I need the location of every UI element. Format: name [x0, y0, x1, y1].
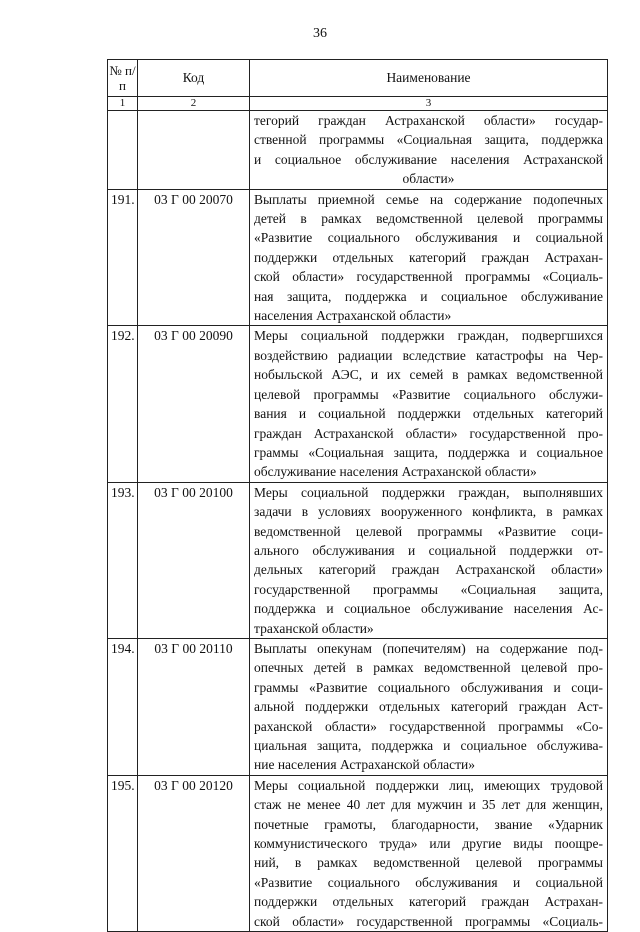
name-line: почетные грамоты, благодарности, звание «Ударник: [254, 816, 603, 832]
name-line: ственной программы «Социальная защита, поддержка: [254, 132, 603, 148]
name-line: граммы «Социальная защита, поддержка и социальное: [254, 444, 603, 460]
row-name: [250, 482, 608, 638]
column-index: 3: [250, 97, 608, 111]
row-number: 191.: [108, 189, 138, 326]
name-line: Выплаты опекунам (попечителям) на содержание под-: [254, 640, 603, 656]
name-line: и социальное обслуживание населения Астраханской: [254, 151, 603, 167]
name-line: поддержки отдельных категорий граждан Астрахан-: [254, 249, 603, 265]
page-number: 36: [313, 26, 327, 41]
row-code: 03 Г 00 20100: [138, 482, 250, 638]
name-line: ального обслуживания и социальной поддержки от-: [254, 542, 603, 558]
name-line: задачи в условиях вооруженного конфликта, в рамках: [254, 504, 603, 520]
name-line: ная защита, поддержка и социальное обслуживание: [254, 288, 603, 304]
row-name: [250, 189, 608, 326]
row-code: [138, 111, 250, 190]
name-line: Меры социальной поддержки лиц, имеющих трудовой: [254, 777, 603, 793]
row-number: 193.: [108, 482, 138, 638]
name-line: опечных детей в рамках ведомственной целевой про-: [254, 660, 603, 676]
name-line: граммы «Развитие социального обслуживания и соци-: [254, 679, 603, 695]
name-line: воздействию радиации вследствие катастрофы на Чер-: [254, 347, 603, 363]
header-name: Наименование: [250, 60, 608, 97]
table-row: [108, 326, 608, 482]
table-row: [108, 189, 608, 326]
column-index: 1: [108, 97, 138, 111]
name-line: ведомственной целевой программы «Развитие соци-: [254, 523, 603, 539]
name-line: ний, в рамках ведомственной целевой программы: [254, 855, 603, 871]
name-line: детей в рамках ведомственной целевой программы: [254, 211, 603, 227]
name-line: тегорий граждан Астраханской области» государ-: [254, 113, 603, 128]
table-row: [108, 638, 608, 775]
row-number: [108, 111, 138, 190]
name-line: ской области» государственной программы «Социаль-: [254, 913, 603, 929]
name-line: целевой программы «Развитие социального обслужи-: [254, 386, 603, 402]
name-line: вания и социальной поддержки отдельных категорий: [254, 406, 603, 422]
row-name: [250, 326, 608, 482]
row-number: 195.: [108, 775, 138, 931]
name-line: коммунистического труда» или другие виды поощре-: [254, 836, 603, 852]
name-line: Выплаты приемной семье на содержание подопечных: [254, 191, 603, 207]
row-code: 03 Г 00 20120: [138, 775, 250, 931]
name-line: альной поддержки отдельных категорий граждан Аст-: [254, 699, 603, 715]
name-line: траханской области»: [254, 620, 374, 636]
name-line: циальная защита, поддержка и социальное обслужива-: [254, 738, 603, 753]
name-line: ние населения Астраханской области»: [254, 757, 476, 773]
table-header-row: [108, 60, 608, 97]
table-row: [108, 482, 608, 638]
row-code: 03 Г 00 20090: [138, 326, 250, 482]
table-row: [108, 775, 608, 931]
column-index: 2: [138, 97, 250, 111]
row-number: 192.: [108, 326, 138, 482]
name-line: нобыльской АЭС, и их семей в рамках ведомственной: [254, 367, 603, 383]
row-code: 03 Г 00 20070: [138, 189, 250, 326]
row-name: [250, 111, 608, 190]
row-name: [250, 638, 608, 775]
table-row: [108, 111, 608, 190]
name-line: раханской области» государственной программы «Со-: [254, 718, 603, 734]
name-line: «Развитие социального обслуживания и социальной: [254, 230, 603, 246]
name-line: граждан Астраханской области» государственной про-: [254, 425, 603, 441]
name-line: поддержка и социальное обслуживание населения Ас-: [254, 601, 603, 617]
header-code: Код: [138, 60, 250, 97]
name-line: области»: [402, 171, 455, 187]
name-line: дельных категорий граждан Астраханской области»: [254, 562, 603, 578]
column-index-row: [108, 97, 608, 111]
name-line: «Развитие социального обслуживания и социальной: [254, 874, 603, 890]
name-line: поддержки отдельных категорий граждан Астрахан-: [254, 894, 603, 910]
row-name: [250, 775, 608, 931]
name-line: государственной программы «Социальная защита,: [254, 581, 603, 597]
row-number: 194.: [108, 638, 138, 775]
name-line: обслуживание населения Астраханской области»: [254, 464, 537, 480]
name-line: Меры социальной поддержки граждан, подвергшихся: [254, 328, 603, 344]
header-num: № п/п: [108, 60, 138, 97]
name-line: населения Астраханской области»: [254, 308, 452, 324]
row-code: 03 Г 00 20110: [138, 638, 250, 775]
classification-table: [107, 59, 608, 932]
name-line: ской области» государственной программы «Социаль-: [254, 269, 603, 285]
name-line: стаж не менее 40 лет для мужчин и 35 лет для женщин,: [254, 797, 603, 813]
name-line: Меры социальной поддержки граждан, выполнявших: [254, 484, 603, 500]
